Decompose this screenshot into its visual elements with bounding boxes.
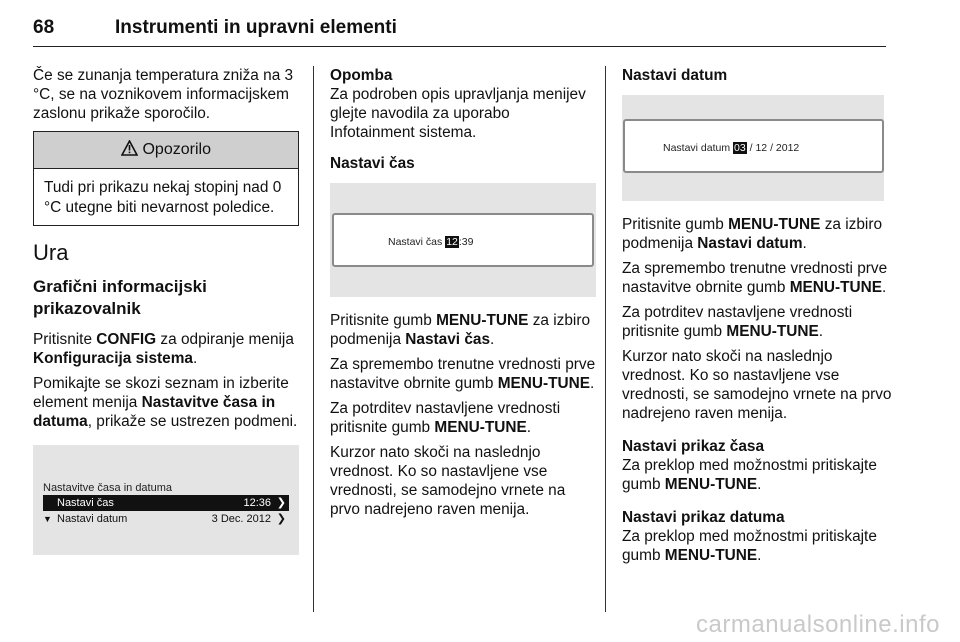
display-screenshot-date <box>622 95 884 201</box>
heading-time-display: Nastavi prikaz časa <box>622 438 765 455</box>
paragraph: Pritisnite gumb MENU-TUNE za izbiro podmenija Nastavi čas. <box>330 312 591 348</box>
paragraph: Pomikajte se skozi seznam in izberite element menija Nastavitve časa in datuma, prikaže se ustrezen podmeni. <box>33 375 298 430</box>
arrow-down-icon: ▼ <box>43 514 52 524</box>
lcd-frame <box>332 213 594 267</box>
heading-set-time: Nastavi čas <box>330 155 415 172</box>
menu-title: Nastavitve časa in datuma <box>43 482 173 494</box>
column-1 <box>33 66 299 555</box>
warning-box <box>33 131 299 226</box>
chevron-right-icon: ❯ <box>276 513 286 525</box>
heading-set-date: Nastavi datum <box>622 67 728 84</box>
heading-date-display: Nastavi prikaz datuma <box>622 509 785 526</box>
watermark: carmanualsonline.info <box>696 611 940 638</box>
paragraph: Za preklop med možnostmi pritiskajte gumb MENU-TUNE. <box>622 528 877 564</box>
paragraph: Pritisnite CONFIG za odpiranje menija Konfiguracija sistema. <box>33 331 294 367</box>
paragraph: Za potrditev nastavljene vrednosti pritisnite gumb MENU-TUNE. <box>330 400 561 436</box>
paragraph: Kurzor nato skoči na naslednjo vrednost. Ko so nastavljene vse vrednosti, se samodejno vrnete na prvo nadrejeno raven menija. <box>330 444 566 518</box>
paragraph: Kurzor nato skoči na naslednjo vrednost. Ko so nastavljene vse vrednosti, se samodejno vrnete na prvo nadrejeno raven menija. <box>622 348 892 422</box>
paragraph: Za potrditev nastavljene vrednosti pritisnite gumb MENU-TUNE. <box>622 304 853 340</box>
paragraph: Za spremembo trenutne vrednosti prve nastavitve obrnite gumb MENU-TUNE. <box>622 260 888 296</box>
note-text: Za podroben opis upravljanja menijev glejte navodila za uporabo Infotainment sistema. <box>330 86 586 141</box>
chevron-right-icon: ❯ <box>276 497 286 509</box>
page-number: 68 <box>33 17 55 38</box>
lcd-frame <box>623 119 884 173</box>
lcd-time-text: Nastavi čas 12:39 <box>388 236 474 248</box>
warning-triangle-icon <box>121 140 138 156</box>
column-2 <box>330 66 596 525</box>
column-divider <box>313 66 314 612</box>
paragraph: Za spremembo trenutne vrednosti prve nastavitve obrnite gumb MENU-TUNE. <box>330 356 596 392</box>
paragraph: Za preklop med možnostmi pritiskajte gumb MENU-TUNE. <box>622 457 877 493</box>
column-3 <box>622 66 892 571</box>
subsection-title: Grafični informacijski prikazovalnik <box>33 277 207 318</box>
note-title: Opomba <box>330 67 393 84</box>
column-divider <box>605 66 606 612</box>
warning-text: Tudi pri prikazu nekaj stopinj nad 0 °C utegne biti nevarnost poledice. <box>44 179 282 216</box>
menu-row: ▼ Nastavi datum 3 Dec. 2012 ❯ <box>43 513 286 525</box>
section-title: Ura <box>33 240 69 265</box>
paragraph: Pritisnite gumb MENU-TUNE za izbiro podmenija Nastavi datum. <box>622 216 883 252</box>
lcd-date-text: Nastavi datum 03 / 12 / 2012 <box>663 142 800 154</box>
display-screenshot-time <box>330 183 596 297</box>
display-screenshot-menu <box>33 445 299 555</box>
warning-title: Opozorilo <box>142 141 211 158</box>
intro-paragraph: Če se zunanja temperatura zniža na 3 °C, se na voznikovem informacijskem zaslonu prikaže sporočilo. <box>33 67 294 122</box>
menu-row: Nastavi čas 12:36 ❯ <box>43 495 289 511</box>
page-header <box>33 6 886 47</box>
warning-header <box>34 132 298 169</box>
page-title: Instrumenti in upravni elementi <box>115 17 397 38</box>
